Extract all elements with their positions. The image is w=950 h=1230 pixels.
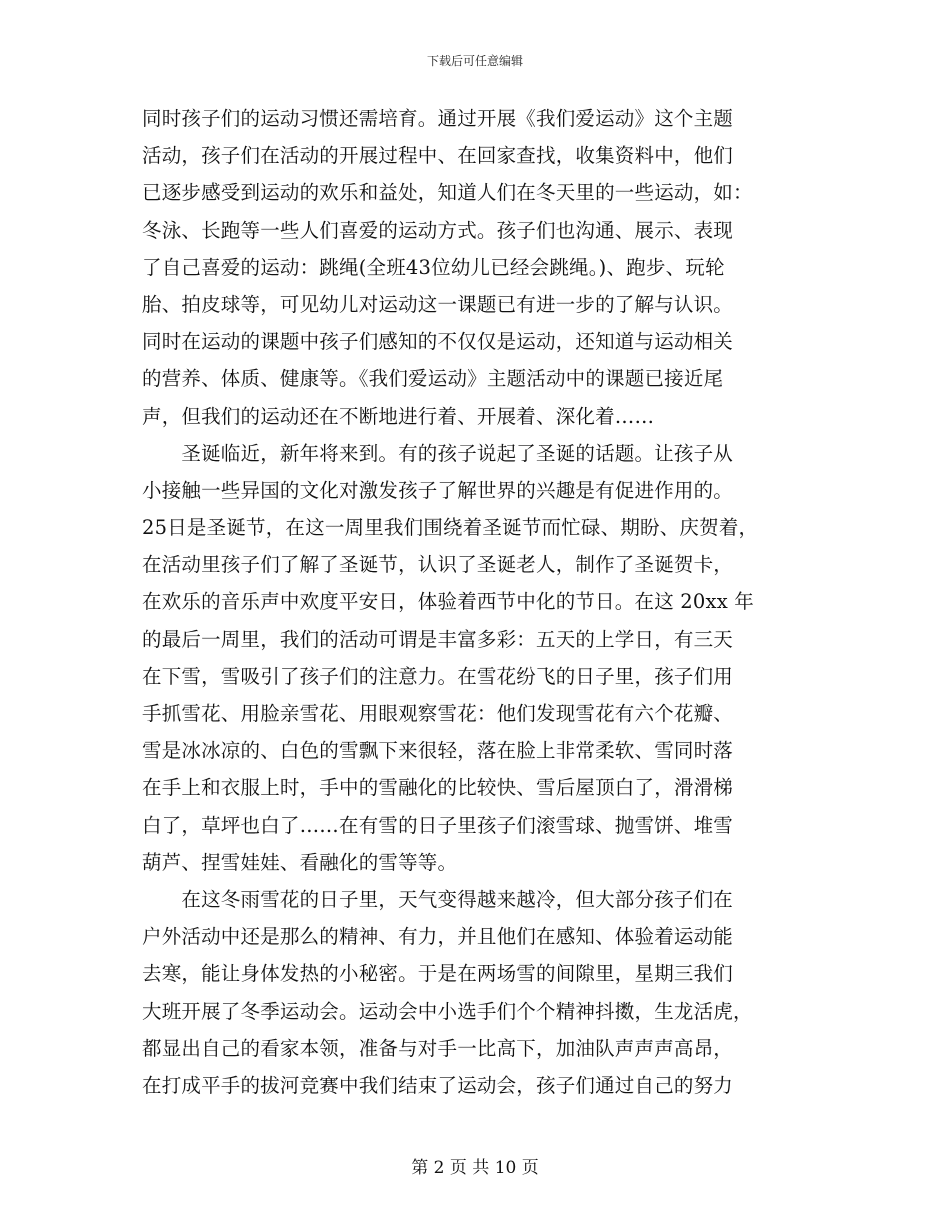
text-line: 在手上和衣服上时，手中的雪融化的比较快、雪后屋顶白了，滑滑梯 (142, 776, 734, 800)
text-line: 了自己喜爱的运动：跳绳(全班43位幼儿已经会跳绳。)、跑步、玩轮 (142, 255, 725, 279)
text-line: 都显出自己的看家本领，准备与对手一比高下，加油队声声声高昂， (142, 1036, 734, 1060)
text-line: 在打成平手的拔河竞赛中我们结束了运动会，孩子们通过自己的努力 (142, 1073, 734, 1097)
text-line: 同时孩子们的运动习惯还需培育。通过开展《我们爱运动》这个主题 (142, 107, 734, 130)
text-line: 户外活动中还是那么的精神、有力，并且他们在感知、体验着运动能 (142, 925, 734, 949)
text-line: 大班开展了冬季运动会。运动会中小选手们个个精神抖擞，生龙活虎， (142, 999, 753, 1023)
text-line: 在欢乐的音乐声中欢度平安日，体验着西节中化的节日。在这 20xx 年 (142, 590, 755, 614)
text-line: 小接触一些异国的文化对激发孩子了解世界的兴趣是有促进作用的。 (142, 478, 734, 502)
text-line: 冬泳、长跑等一些人们喜爱的运动方式。孩子们也沟通、展示、表现 (142, 218, 734, 242)
text-line: 去寒，能让身体发热的小秘密。于是在两场雪的间隙里，星期三我们 (142, 962, 734, 986)
text-line: 手抓雪花、用脸亲雪花、用眼观察雪花：他们发现雪花有六个花瓣、 (142, 702, 734, 725)
text-line: 在这冬雨雪花的日子里，天气变得越来越冷，但大部分孩子们在 (142, 887, 734, 911)
text-line: 雪是冰冰凉的、白色的雪飘下来很轻，落在脸上非常柔软、雪同时落 (142, 739, 734, 763)
text-line: 白了，草坪也白了……在有雪的日子里孩子们滚雪球、抛雪饼、堆雪 (142, 813, 734, 837)
text-line: 的最后一周里，我们的活动可谓是丰富多彩：五天的上学日，有三天 (142, 627, 734, 651)
text-line: 圣诞临近，新年将来到。有的孩子说起了圣诞的话题。让孩子从 (142, 441, 734, 465)
text-line: 的营养、体质、健康等。《我们爱运动》主题活动中的课题已接近尾 (142, 367, 724, 391)
text-line: 在下雪，雪吸引了孩子们的注意力。在雪花纷飞的日子里，孩子们用 (142, 664, 734, 688)
page-header: 下载后可任意编辑 (426, 54, 523, 68)
page-number: 第 2 页 共 10 页 (411, 1158, 539, 1178)
text-line: 同时在运动的课题中孩子们感知的不仅仅是运动，还知道与运动相关 (142, 330, 734, 354)
text-line: 25日是圣诞节，在这一周里我们围绕着圣诞节而忙碌、期盼、庆贺着， (142, 516, 759, 540)
text-line: 已逐步感受到运动的欢乐和益处，知道人们在冬天里的一些运动，如： (142, 181, 753, 205)
document-body (142, 100, 812, 1104)
text-line: 声，但我们的运动还在不断地进行着、开展着、深化着…… (142, 404, 655, 428)
text-line: 胎、拍皮球等，可见幼儿对运动这一课题已有进一步的了解与认识。 (142, 292, 734, 316)
text-line: 活动，孩子们在活动的开展过程中、在回家查找，收集资料中，他们 (142, 144, 734, 168)
text-line: 葫芦、捏雪娃娃、看融化的雪等等。 (142, 850, 458, 874)
text-line: 在活动里孩子们了解了圣诞节，认识了圣诞老人，制作了圣诞贺卡， (142, 553, 734, 577)
